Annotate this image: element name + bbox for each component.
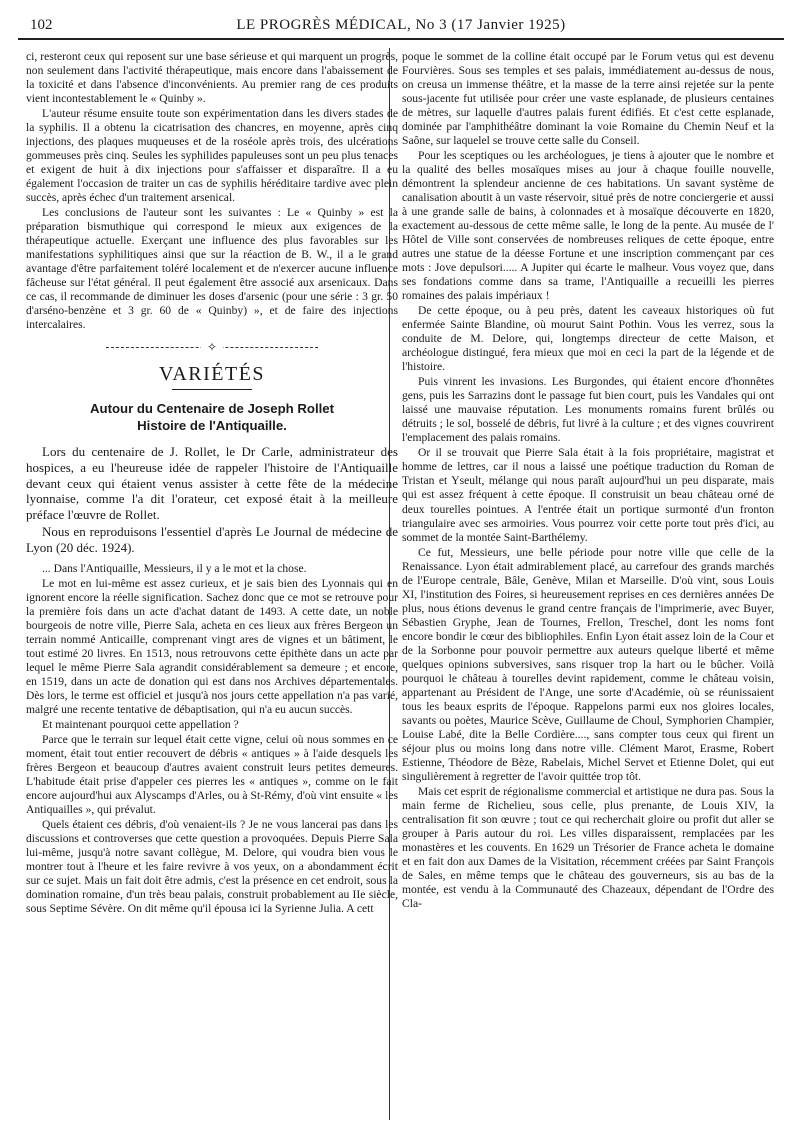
article-title-line: Histoire de l'Antiquaille. [137,417,287,433]
page-number: 102 [30,17,53,33]
section-title-text: VARIÉTÉS [158,363,266,386]
paragraph: Quels étaient ces débris, d'où venaient-ils ? Je ne vous lancerai pas dans les discussions et controverses que cette question a provoquées. Depuis Pierre Sala lui-même, jusqu'à notre savant collègue, M. Delore, qui voudra bien vous le montrer tout à l'heure et les faire revivre à vos yeux, on a abondamment écrit sur ce sujet. Mais un fait doit être admis, c'est la présence en cet endroit, sous la domination romaine, d'un très beau palais, construit probablement au IIe siècle, sous Septime Sévère. On dit même qu'il épousa ici la Syrienne Julia. A cett [26,818,398,916]
paragraph: ci, resteront ceux qui reposent sur une base sérieuse et qui marquent un progrès, non seulement dans l'activité thérapeutique, mais encore dans l'abaissement de la toxicité et dans l'absence d'inconvénients. Au premier rang de ces produits vient incontestablement le « Quinby ». [26,50,398,106]
paragraph: Le mot en lui-même est assez curieux, et je sais bien des Lyonnais qui en ignorent encore la réelle signification. Sachez donc que ce mot se retrouve pour la première fois dans un acte d'achat datant de 1493. A cette date, un noble bourgeois de notre ville, Pierre Sala, acheta en ces lieux aux frères Bergeon un terrain nommé Anticaille, comprenant vingt ares de vignes et un bâtiment, le tout estimé 20 livres. En 1513, nous retrouvons cette épithète dans un acte par lequel le même Pierre Sala agrandit considérablement sa demeure ; et encore, en 1519, dans un acte de donation qui est dans nos Archives départementales. Dès lors, le terme est officiel et jusqu'à nos jours cette appellation n'a pas varié, malgré une recente tentative de débaptisation, qui n'a eu aucun succès. [26,576,398,716]
paragraph: Mais cet esprit de régionalisme commercial et artistique ne dura pas. Sous la main ferme de Richelieu, sous celle, plus prenante, de Louis XIV, la centralisation fit son œuvre ; tout ce qui recherchait gloire ou profit dut aller se grouper à Paris autour du roi. Les villes disparaissent, remplacées par les monastères et les couvents. En 1629 un Trésorier de France acheta le domaine et en fait don aux Dames de la Visitation, récemment créées par Saint François de Sales, en même temps que le château des gouverneurs, sis au bas de la montée, est vendu à la Communauté des Chazeaux, dépendant de l'Ordre des Cla- [402,784,774,910]
paragraph: De cette époque, ou à peu près, datent les caveaux historiques où fut enfermée Sainte Blandine, où mourut Saint Pothin. Vous les verrez, sous la conduite de M. Delore, qui, longtemps directeur de cette Maison, et archéologue distingué, fera mieux que moi en ceci la part de la légende et de l'histoire. [402,304,774,374]
paragraph: Puis vinrent les invasions. Les Burgondes, qui étaient encore d'honnêtes gens, puis les Sarrazins dont le passage fut bien court, puis les Vandales qui ont laissé une mauvaise réputation. Les monuments romains furent brûlés ou détruits ; le sol, bosselé de débris, fut livré à la culture ; et des vignes couvrirent l'emplacement des palais romains. [402,375,774,445]
intro-paragraph: Lors du centenaire de J. Rollet, le Dr Carle, administrateur des hospices, a eu l'heureuse idée de rappeler l'histoire de l'Antiquaille devant ceux qui étaient venus assister à cette fête de la médecine lyonnaise, comme l'a dit l'orateur, cet exposé était à la meilleure préface l'œuvre de Rollet. [26,443,398,523]
paragraph: poque le sommet de la colline était occupé par le Forum vetus qui est devenu Fourvières. Sous ses temples et ses palais, immédiatement au-dessus de nous, on creusa un immense théâtre, et la masse de la terre ainsi rejetée sur la pente sous-jacente fut utilisée pour créer une vaste esplanade, de plusieurs centaines de mètres, sur laquelle d'autres palais furent édifiés. Et c'est cette esplanade, dominée par l'amphithéâtre dominant la voie Romaine du Chemin Neuf et la Saône, sur laquelel se trouve cette salle du Conseil. [402,50,774,148]
paragraph: Et maintenant pourquoi cette appellation ? [42,718,239,731]
paragraph: Parce que le terrain sur lequel était cette vigne, celui où nous sommes en ce moment, était tout entier recouvert de débris « antiques » à l'aide desquels les frères Bergeon et beaucoup d'autres avaient construit leurs petites demeures. L'habitude était prise d'appeler ces pierres les « antiques », comme on le fait encore aujourd'hui aux Alyscamps d'Arles, ou à St-Rémy, d'où vint ensuite « les Antiquailles », qui prévalut. [26,733,398,817]
paragraph: Or il se trouvait que Pierre Sala était à la fois propriétaire, magistrat et homme de lettres, car il nous a laissé une poétique traduction du Roman de Tristan et Yseult, mélange qui nous paraît aujourd'hui un peu disparate, mais qui est assez fréquent à cette époque. Il construisit un beau château orné de deux tourelles pointues. A l'entrée était un portique surmonté d'un fronton triangulaire avec ses armoiries. Vous pourrez voir cette porte tout près d'ici, au sommet de la montée Saint-Barthélemy. [402,446,774,544]
header-rule [18,38,784,40]
running-header [18,8,784,38]
right-column [402,50,774,912]
article-title [26,400,398,434]
intro-paragraph: Nous en reproduisons l'essentiel d'après Le Journal de médecine de Lyon (20 déc. 1924). [26,524,398,555]
running-title: LE PROGRÈS MÉDICAL, No 3 (17 Janvier 1925) [236,17,566,33]
paragraph: Les conclusions de l'auteur sont les suivantes : Le « Quinby » est la préparation bismuthique qui correspond le mieux aux exigences de la thérapeutique actuelle. Exerçant une influence des plus favorables sur les manifestations syphilitiques ainsi que sur la réaction de B. W., il a le grand avantage d'être parfaitement toléré localement et de n'exercer aucune influence fâcheuse sur l'état général. Il peut également être associé aux arsenicaux. Dans ce cas, il recommande de diminuer les doses d'arsenic (pour une série : 3 gr. 50 d'arséno-benzène et 3 gr. 60 de « Quinby) », et de faire des injections intercalaires. [26,206,398,332]
paragraph: ... Dans l'Antiquaille, Messieurs, il y a le mot et la chose. [42,561,307,575]
paragraph: Pour les sceptiques ou les archéologues, je tiens à ajouter que le nombre et la qualité des belles mosaïques mises au jour à chaque fouille nouvelle, démontrent la splendeur ancienne de ces habitations. Un savant système de canalisation aboutit à un vaste réservoir, situé près de notre conciergerie et aussi à une grande salle de bains, à colonnades et à mosaïque découverte en 1820, exactement au-dessous de cette même salle, le long de la pente. Au musée de l' Hôtel de Ville sont conservées de nombreuses reliques de cette époque, entre autres une statue de la déesse Fortune et une inscription commençant par ces mots : Jove depulsori..... A Jupiter qui écarte le malheur. Vous voyez que, dans ses fondations comme dans sa trame, l'Antiquaille a recueilli les pierres romaines des palais impériaux ! [402,149,774,303]
separator-ornament: ✧ [201,340,223,355]
paragraph: L'auteur résume ensuite toute son expérimentation dans les divers stades de la syphilis. Il a obtenu la cicatrisation des chancres, en moyenne, après cinq injections, des plaques muqueuses et de la roséole après trois, des ulcérations gommeuses près cinq. Seules les syphilides papuleuses sont un peu plus tenaces et exigent de huit à dix injections pour s'affaisser et disparaître. Il a eu également l'occasion de traiter un cas de syphilis héréditaire tardive avec plein succès, après échec d'un traitement arsenical. [26,107,398,205]
section-title [26,362,398,389]
section-title-underline [172,389,252,390]
article-title-line: Autour du Centenaire de Joseph Rollet [90,400,334,416]
section-separator [26,338,398,356]
paragraph: Ce fut, Messieurs, une belle période pour notre ville que celle de la Renaissance. Lyon était admirablement placé, au carrefour des grands marchés de l'Europe centrale, Bâle, Genève, Milan et Marseille. D'où vint, sous Louis XI, l'institution des Foires, si heureusement reprises en ces dernières années De plus, nous étions devenus le grand centre français de l'imprimerie, avec Buyer, Sébastien Gryphe, Jean de Tournes, Frellon, Treschel, dont les noms font encore bondir le cœur des bibliophiles. Enfin Lyon était assez loin de la Cour et de la Sorbonne pour pouvoir permettre aux auteurs quelque liberté et même quelques opinions subversives, sans risquer trop la hart ou le bûcher. Voilà pourquoi le château à tourelles devint rapidement, comme le château voisin, appartenant au Président de l'Ange, une sorte d'Académie, où se réunissaient tous les beaux esprits de l'époque. Rappelons parmi eux nos gloires locales, savants ou poètes, Maurice Scève, Guillaume de Choul, Symphorien Champier, Louise Labé, dite la Belle Cordière...., sans compter tous ceux qui firent un séjour plus ou moins long dans notre ville. Clément Marot, Erasme, Robert Estienne, Théodore de Bèze, Rabelais, Michel Servet et Etienne Dolet, qui eut singulièrement à regretter de l'avoir quittée trop tôt. [402,545,774,783]
left-column [26,50,398,917]
